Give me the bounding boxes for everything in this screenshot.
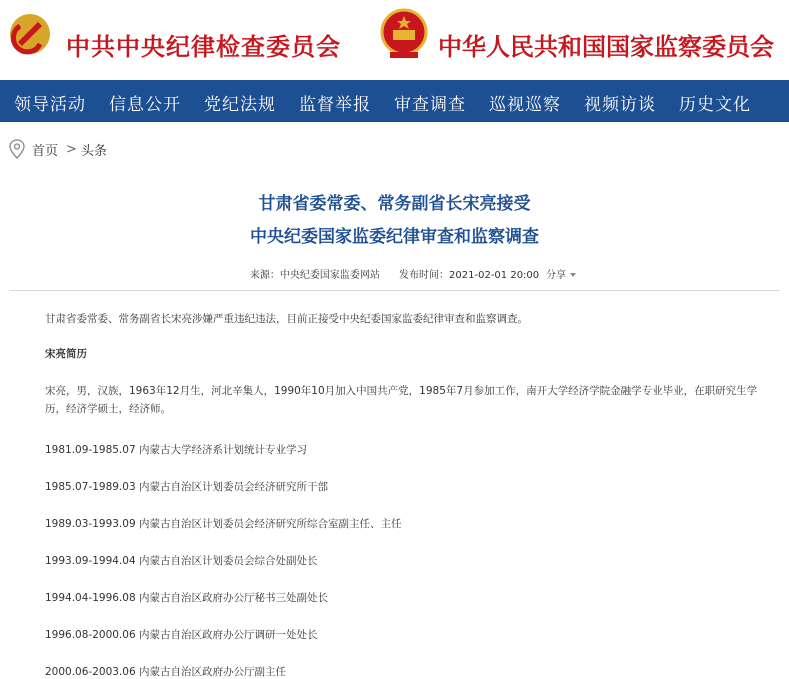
source-label: 来源：: [249, 270, 280, 281]
source-value: 中央纪委国家监委网站: [279, 270, 380, 281]
article-meta: [0, 266, 789, 284]
article-body: [0, 311, 789, 679]
national-emblem-icon: [380, 8, 428, 60]
nav-item-inspection[interactable]: 巡视巡察: [489, 94, 561, 115]
party-emblem-icon: [8, 12, 52, 56]
nav-item-party-regulations[interactable]: 党纪法规: [204, 94, 276, 115]
location-pin-icon: [8, 139, 26, 159]
career-item: 1981.09-1985.07 内蒙古大学经济系计划统计专业学习: [45, 444, 307, 456]
divider: [9, 290, 780, 291]
nav-item-review-investigation[interactable]: 审查调查: [394, 94, 466, 115]
nsc-title: 中华人民共和国国家监察委员会: [438, 32, 774, 61]
career-item: 1989.03-1993.09 内蒙古自治区计划委员会经济研究所综合室副主任、主任: [45, 518, 402, 530]
article-lead: 甘肃省委常委、常务副省长宋亮涉嫌严重违纪违法，目前正接受中央纪委国家监委纪律审查和监察调查。: [45, 313, 528, 325]
main-nav: [0, 80, 789, 122]
chevron-down-icon: [570, 273, 576, 277]
cpc-ccdi-title: 中共中央纪律检查委员会: [66, 32, 341, 61]
nav-item-history-culture[interactable]: 历史文化: [679, 94, 751, 115]
share-label: 分享: [546, 270, 566, 281]
breadcrumb: [0, 130, 789, 168]
site-header: [0, 0, 789, 80]
nav-item-supervision-report[interactable]: 监督举报: [299, 94, 371, 115]
bio-paragraph: 宋亮，男，汉族，1963年12月生，河北辛集人，1990年10月加入中国共产党，1985年7月参加工作，南开大学经济学院金融学专业毕业，在职研究生学历，经济学硕士，经济师。: [45, 385, 758, 415]
nav-item-leadership[interactable]: 领导活动: [14, 94, 86, 115]
time-value: 2021-02-01 20:00: [449, 270, 540, 281]
share-button[interactable]: [546, 266, 584, 281]
breadcrumb-separator: >: [66, 141, 77, 157]
career-item: 1994.04-1996.08 内蒙古自治区政府办公厅秘书三处副处长: [45, 592, 328, 604]
article-title: [0, 188, 789, 254]
resume-heading: 宋亮简历: [45, 348, 87, 360]
career-item: 1996.08-2000.06 内蒙古自治区政府办公厅调研一处处长: [45, 629, 318, 641]
article-title-line2: 中央纪委国家监委纪律审查和监察调查: [250, 227, 539, 247]
time-label: 发布时间：: [399, 270, 450, 281]
career-item: 1985.07-1989.03 内蒙古自治区计划委员会经济研究所干部: [45, 481, 328, 493]
nav-item-video-interview[interactable]: 视频访谈: [584, 94, 656, 115]
breadcrumb-home[interactable]: 首页: [32, 143, 59, 159]
breadcrumb-current[interactable]: 头条: [80, 143, 107, 159]
source-info: [250, 270, 380, 281]
career-item: 2000.06-2003.06 内蒙古自治区政府办公厅副主任: [45, 666, 286, 678]
career-item: 1993.09-1994.04 内蒙古自治区计划委员会综合处副处长: [45, 555, 318, 567]
nav-item-info-disclosure[interactable]: 信息公开: [109, 94, 181, 115]
publish-time: [399, 270, 539, 281]
article-title-line1: 甘肃省委常委、常务副省长宋亮接受: [258, 194, 531, 214]
